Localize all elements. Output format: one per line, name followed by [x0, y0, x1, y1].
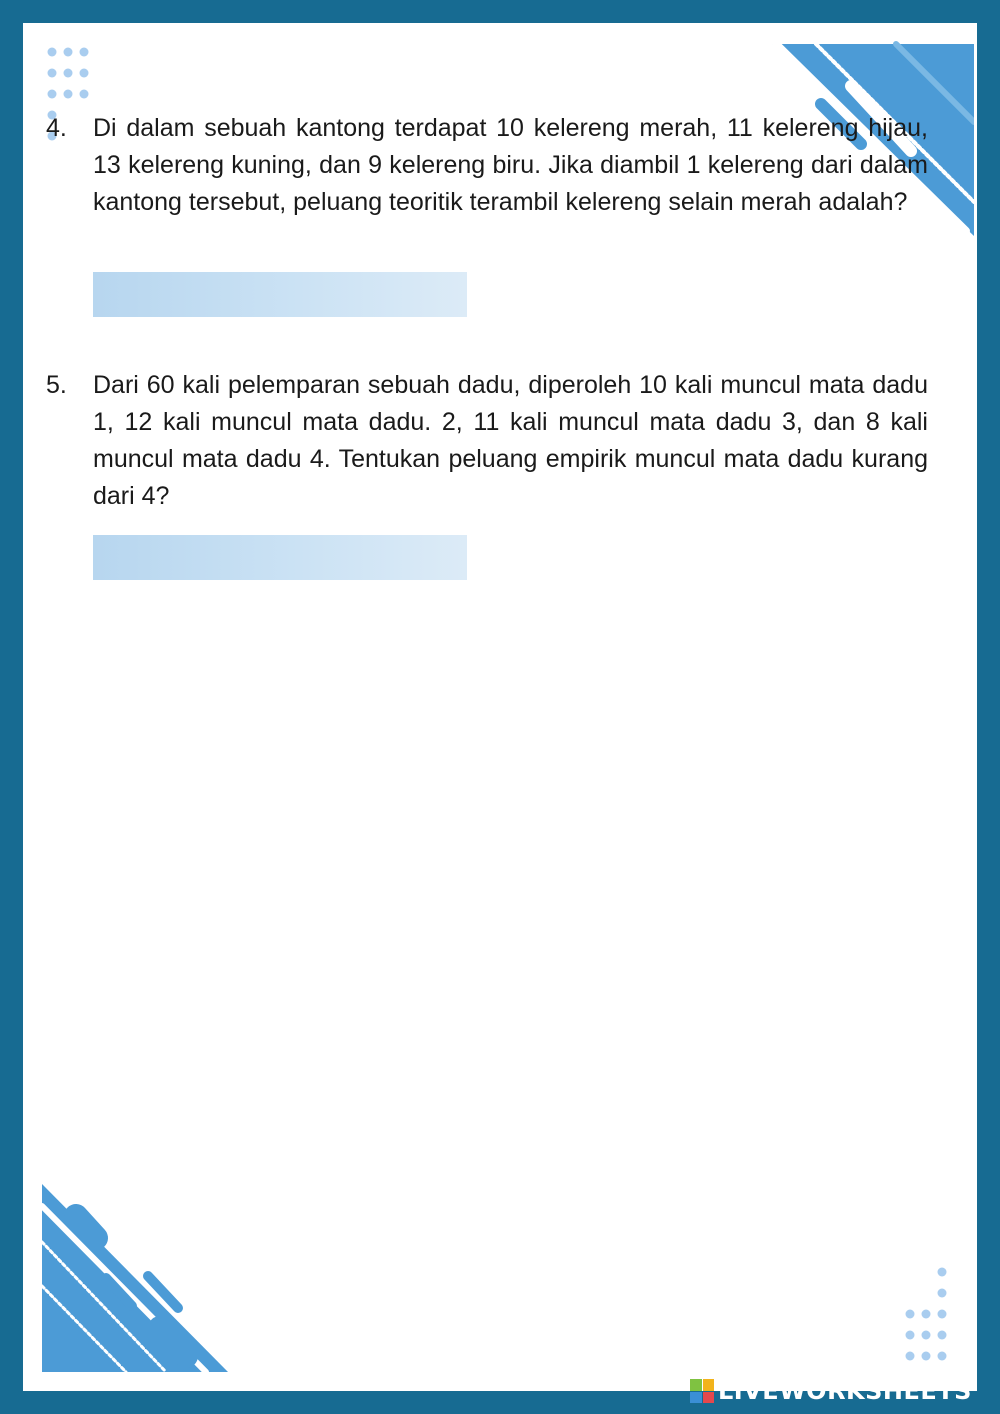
question-text: Dari 60 kali pelemparan sebuah dadu, diperoleh 10 kali muncul mata dadu 1, 12 kali muncul mata dadu. 2, 11 kali muncul mata dadu 3, dan 8 kali muncul mata dadu 4. Tentukan peluang empirik muncul mata dadu kurang dari 4?	[93, 371, 928, 510]
worksheet-page	[26, 26, 974, 1388]
liveworksheets-brand	[690, 1374, 972, 1408]
dot-grid-decoration-bottom-right	[900, 1264, 952, 1372]
question-5	[46, 367, 928, 515]
question-4	[46, 110, 928, 221]
answer-input-question-5[interactable]	[93, 535, 467, 580]
brand-name: LIVEWORKSHEETS	[718, 1377, 972, 1405]
stripe-decoration-bottom-left	[26, 1166, 236, 1376]
liveworksheets-logo-icon	[690, 1379, 714, 1403]
question-number: 5.	[46, 371, 67, 399]
question-text: Di dalam sebuah kantong terdapat 10 kelereng merah, 11 kelereng hijau, 13 kelereng kuning, dan 9 kelereng biru. Jika diambil 1 kelereng dari dalam kantong tersebut, peluang teoritik terambil kelereng selain merah adalah?	[93, 114, 928, 216]
answer-input-question-4[interactable]	[93, 272, 467, 317]
question-number: 4.	[46, 114, 67, 142]
